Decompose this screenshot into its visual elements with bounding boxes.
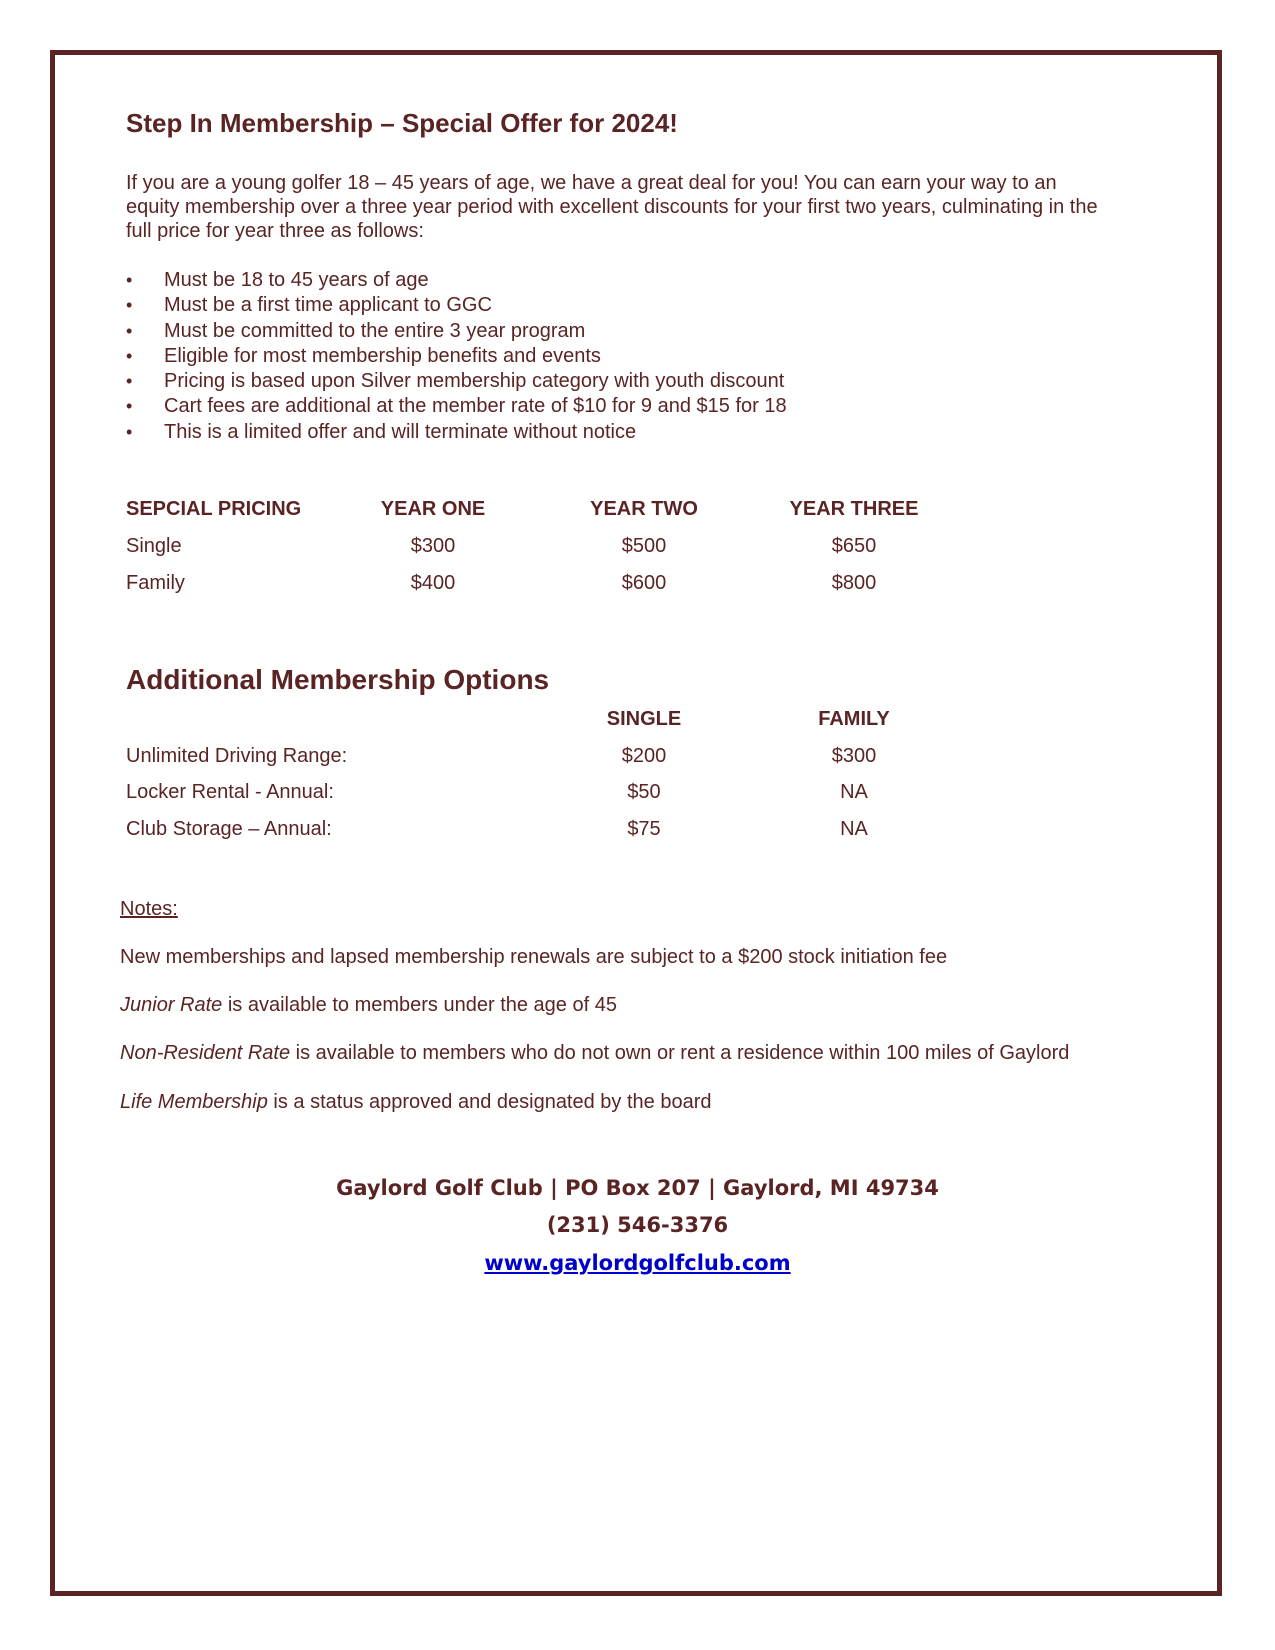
table-cell: Single [126,535,182,557]
bullet-icon: • [126,371,133,392]
table-header: FAMILY [818,708,890,730]
table-header: SEPCIAL PRICING [126,498,302,520]
table-cell: $200 [621,745,667,767]
intro-line: If you are a young golfer 18 – 45 years of age, we have a great deal for you! You can earn your way to an [126,172,1057,194]
bullet-icon: • [126,396,133,417]
notes-title: Notes: [120,898,178,920]
table-cell: Unlimited Driving Range: [126,745,348,767]
table-cell: NA [840,818,868,840]
note-life-membership: Life Membership is a status approved and designated by the board [120,1091,712,1113]
footer-website-row [0,1251,1275,1275]
requirements-list [126,268,787,445]
list-item: • Eligible for most membership benefits and events [126,344,601,367]
table-cell: $500 [621,535,667,557]
bullet-icon: • [126,345,133,366]
list-item: • This is a limited offer and will terminate without notice [126,420,637,443]
table-header: YEAR ONE [380,498,486,520]
table-header: YEAR THREE [789,498,919,520]
bullet-icon: • [126,421,133,442]
list-item: • Must be 18 to 45 years of age [126,269,429,291]
note-junior-rate: Junior Rate is available to members under the age of 45 [120,994,617,1016]
bullet-icon: • [126,295,133,316]
table-cell: $600 [621,572,667,594]
table-cell: Locker Rental - Annual: [126,781,334,803]
intro-line: equity membership over a three year period with excellent discounts for your first two years, culminating in the [126,196,1098,218]
table-cell: $300 [410,535,456,557]
list-item: • Must be a first time applicant to GGC [126,294,492,317]
table-cell: Club Storage – Annual: [126,818,332,840]
note-stock-fee: New memberships and lapsed membership renewals are subject to a $200 stock initiation fee [120,946,948,968]
table-cell: NA [840,781,868,803]
offer-title: Step In Membership – Special Offer for 2024! [126,108,678,138]
list-item: • Pricing is based upon Silver membership category with youth discount [126,370,785,393]
bullet-icon: • [126,270,133,290]
table-cell: $650 [831,535,877,557]
note-term: Junior Rate [120,994,223,1016]
note-term: Life Membership [120,1091,268,1113]
table-header: SINGLE [606,708,682,730]
note-nonresident-rate: Non-Resident Rate is available to members who do not own or rent a residence within 100 miles of Gaylord [120,1042,1070,1064]
bullet-icon: • [126,320,133,341]
table-cell: $400 [410,572,456,594]
offer-intro [126,171,1146,243]
footer-address: Gaylord Golf Club | PO Box 207 | Gaylord, MI 49734 [336,1176,939,1200]
website-link[interactable]: www.gaylordgolfclub.com [484,1251,791,1275]
table-header: YEAR TWO [590,498,698,520]
list-item: • Must be committed to the entire 3 year program [126,319,586,342]
table-cell: $50 [627,781,661,803]
table-cell: $800 [831,572,877,594]
table-cell: Family [126,572,185,594]
table-cell: $300 [831,745,877,767]
intro-line: full price for year three as follows: [126,220,424,242]
list-item: • Cart fees are additional at the member rate of $10 for 9 and $15 for 18 [126,395,787,418]
footer-phone: (231) 546-3376 [546,1213,729,1237]
table-cell: $75 [627,818,661,840]
additional-title: Additional Membership Options [126,664,550,695]
note-term: Non-Resident Rate [120,1042,291,1064]
